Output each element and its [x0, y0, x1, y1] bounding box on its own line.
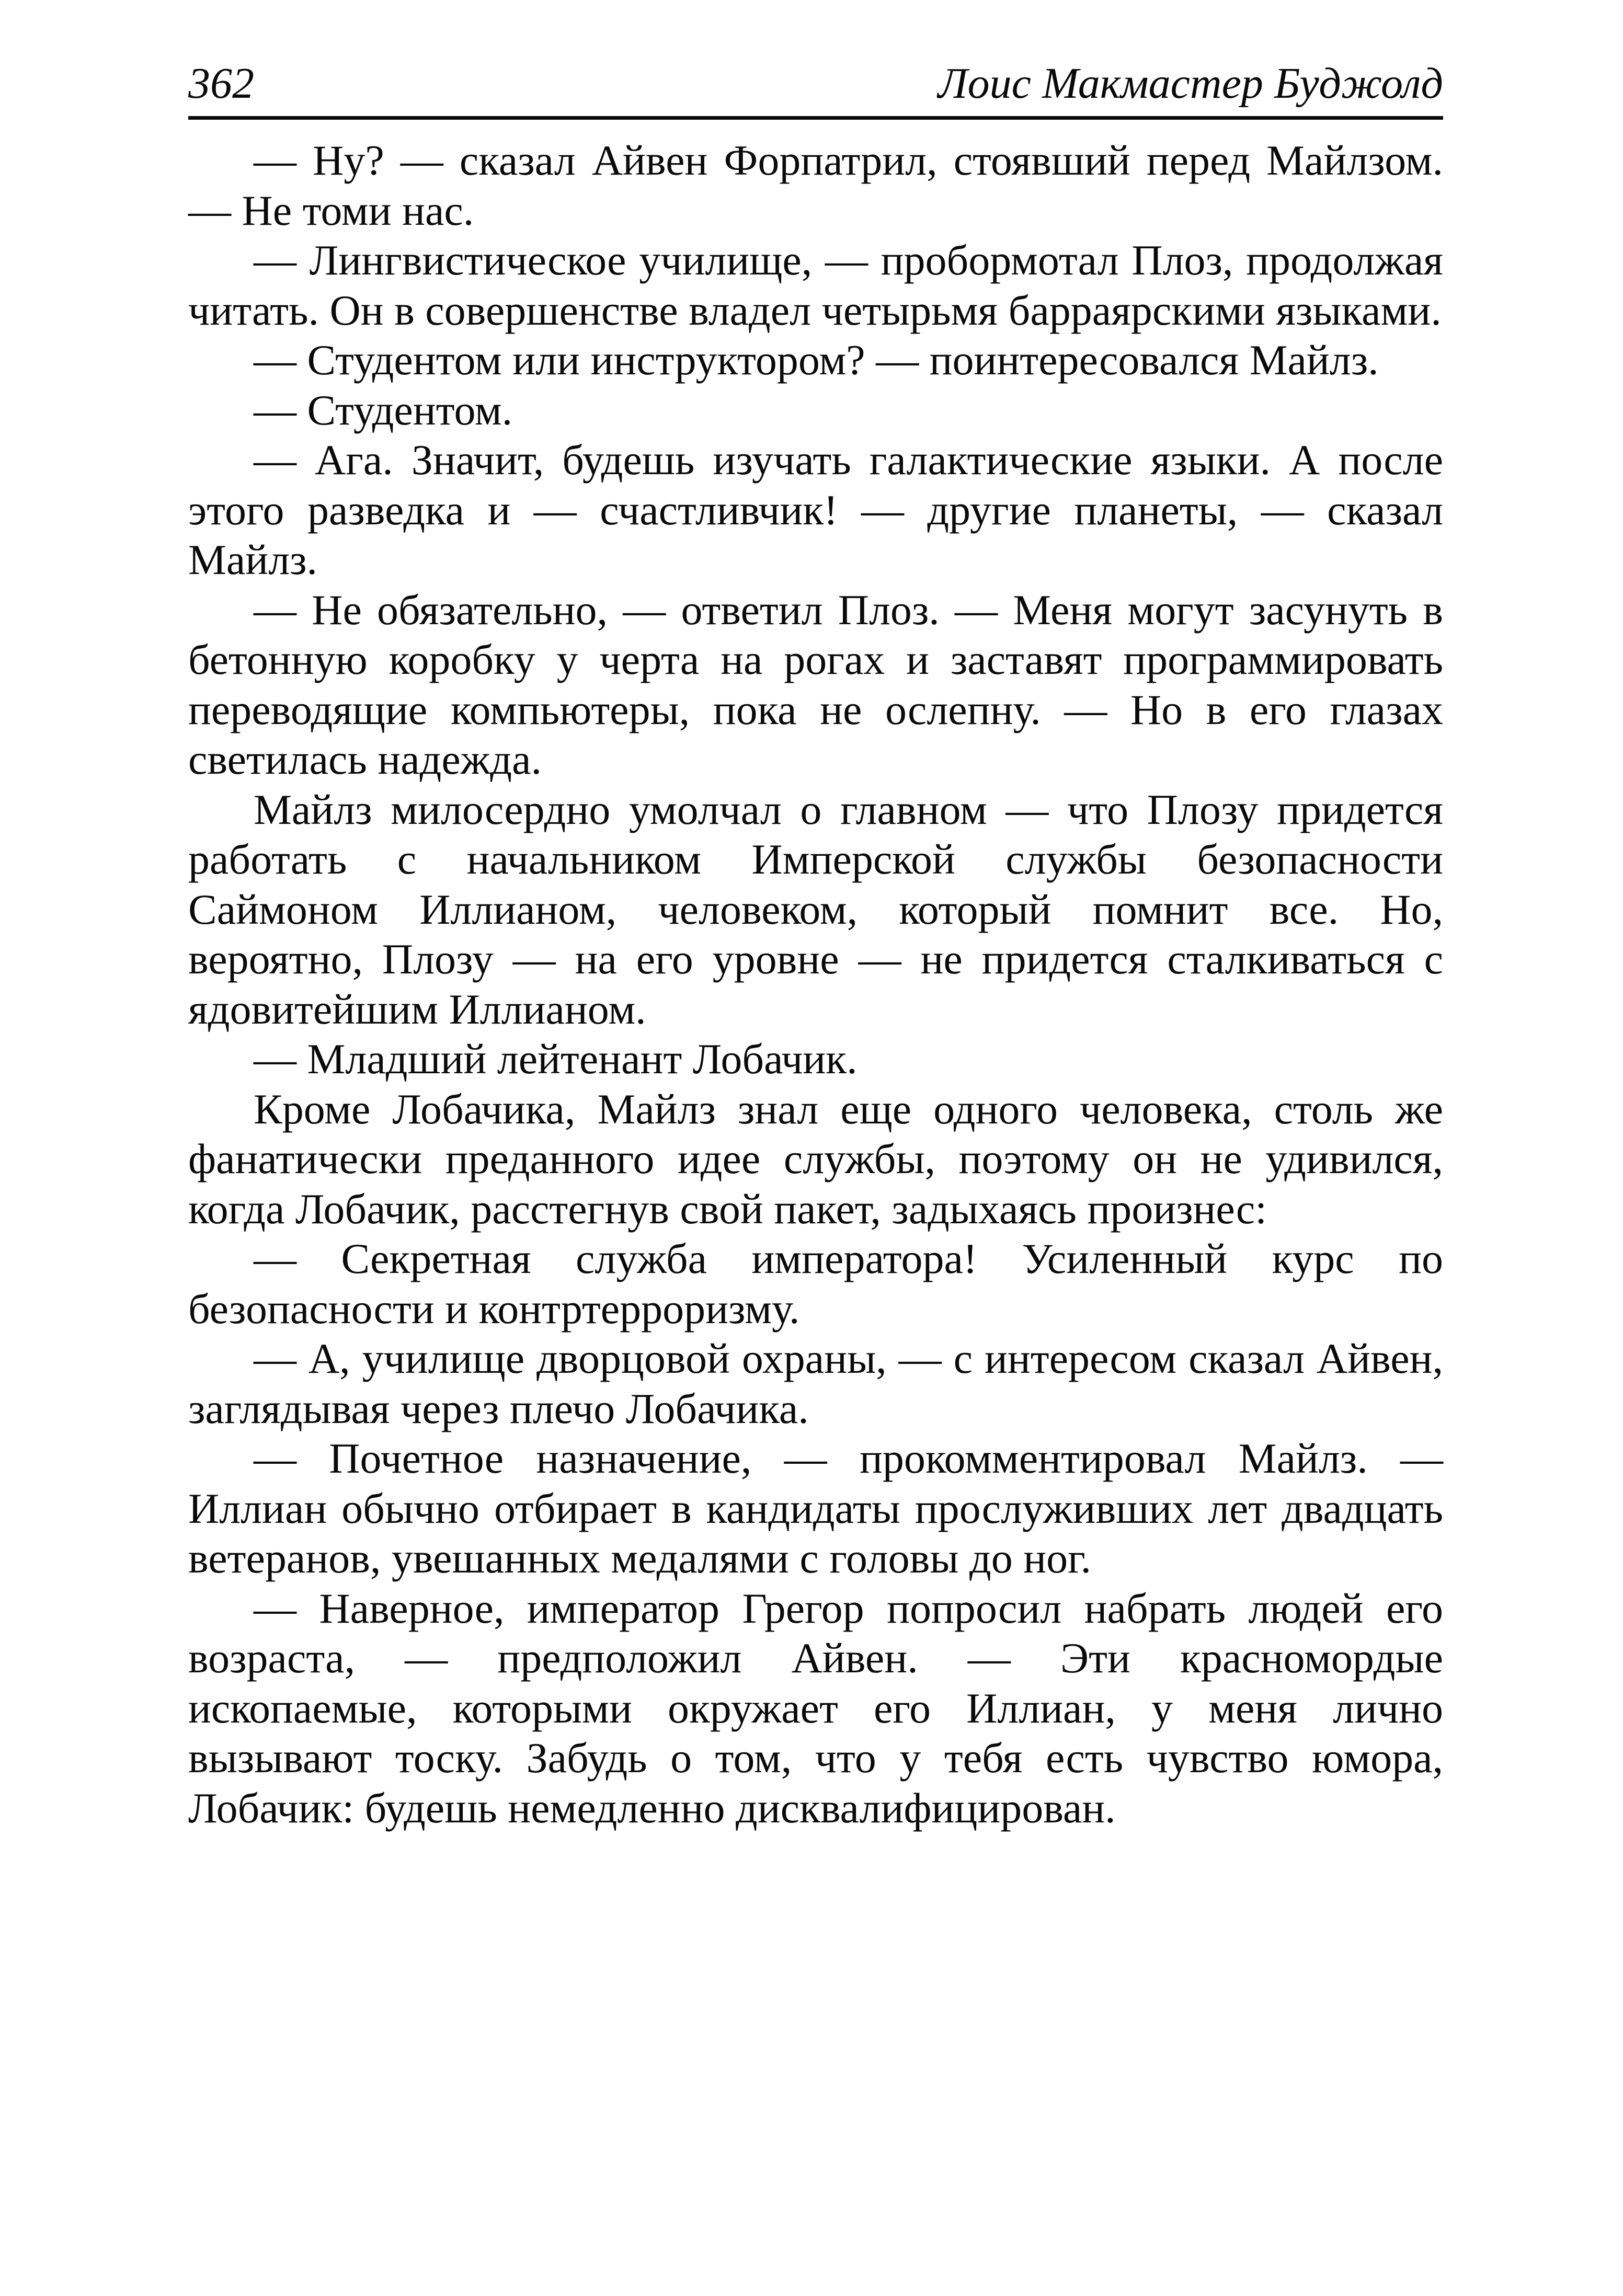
book-page [188, 52, 1443, 2222]
paragraph: — Студентом или инструктором? — поинтересовался Майлз. [254, 336, 1379, 384]
paragraph: — Студентом. [254, 386, 513, 434]
paragraph: — Наверное, император Грегор попросил набрать людей его возраста, — предположил Айвен. — Эти красномордые ископаемые, которыми окружает его Иллиан, у меня лично вызывают тоску. Забудь о том, что у тебя есть чувство юмора, Лобачик: будешь немедленно дисквалифицирован. [188, 1584, 1443, 1832]
paragraph: — Ага. Значит, будешь изучать галактические языки. А после этого разведка и — счастливчик! — другие планеты, — сказал Майлз. [188, 436, 1443, 583]
header-rule [188, 116, 1443, 120]
paragraph: — Ну? — сказал Айвен Форпатрил, стоявший перед Майлзом. — Не томи нас. [188, 136, 1443, 234]
paragraph: Майлз милосердно умолчал о главном — что Плозу придется работать с начальником Имперской службы безопасности Саймоном Иллианом, человеком, который помнит все. Но, вероятно, Плозу — на его уровне — не придется сталкиваться с ядовитейшим Иллианом. [188, 785, 1443, 1033]
paragraph: — Младший лейтенант Лобачик. [254, 1035, 858, 1083]
paragraph: — Секретная служба императора! Усиленный курс по безопасности и контртерроризму. [188, 1235, 1443, 1333]
paragraph: — Почетное назначение, — прокомментировал Майлз. — Иллиан обычно отбирает в кандидаты прослуживших лет двадцать ветеранов, увешанных медалями с головы до ног. [188, 1434, 1443, 1582]
paragraph: — А, училище дворцовой охраны, — с интересом сказал Айвен, заглядывая через плечо Лобачика. [188, 1335, 1443, 1432]
paragraph: — Лингвистическое училище, — пробормотал Плоз, продолжая читать. Он в совершенстве владел четырьмя барраярскими языками. [188, 236, 1443, 334]
running-head-author: Лоис Макмастер Буджолд [938, 59, 1443, 108]
paragraph: Кроме Лобачика, Майлз знал еще одного человека, столь же фанатически преданного идее службы, поэтому он не удивился, когда Лобачик, расстегнув свой пакет, задыхаясь произнес: [188, 1085, 1443, 1233]
running-head [188, 52, 1443, 115]
paragraph: — Не обязательно, — ответил Плоз. — Меня могут засунуть в бетонную коробку у черта на рогах и заставят программировать переводящие компьютеры, пока не ослепну. — Но в его глазах светилась надежда. [188, 586, 1443, 783]
page-number: 362 [188, 59, 254, 108]
text-body [188, 135, 1443, 1833]
